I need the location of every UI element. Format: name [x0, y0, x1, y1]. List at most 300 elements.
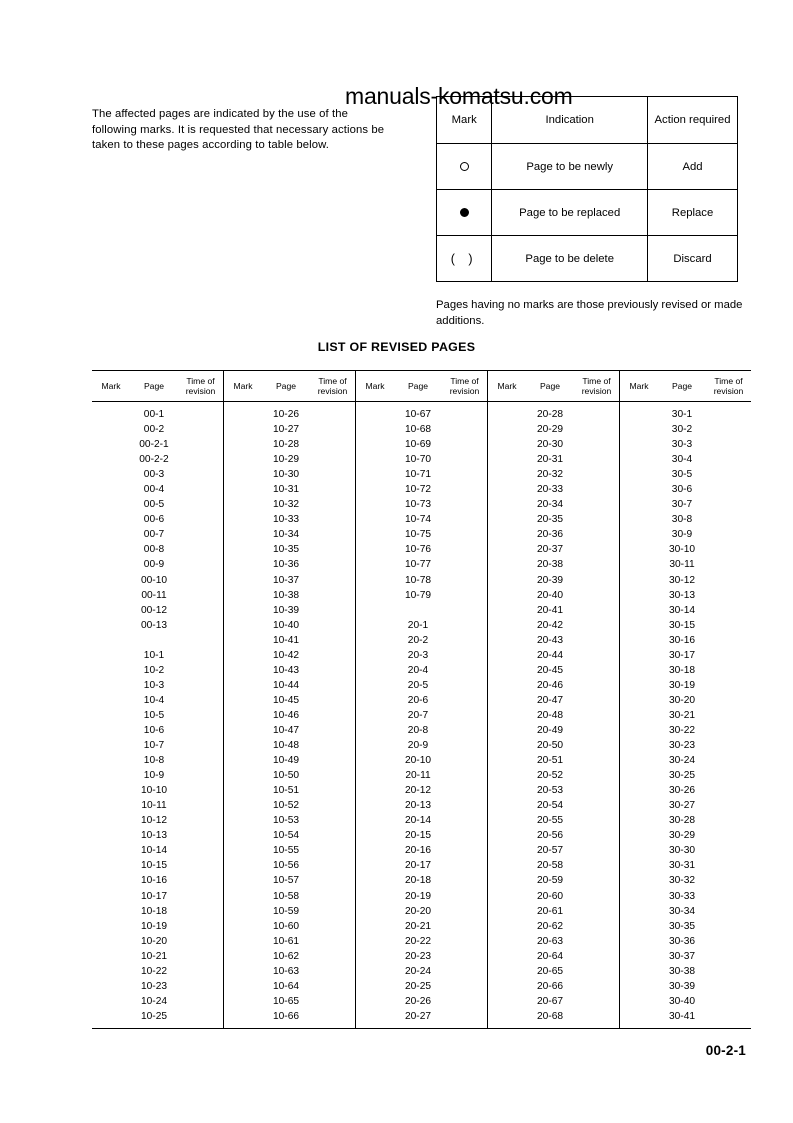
- revised-cell-mark: [356, 708, 395, 723]
- revised-cell-mark: [224, 964, 263, 979]
- revised-cell-time-of-revision: [442, 482, 488, 497]
- filled-circle-icon: [460, 208, 469, 217]
- revised-cell-time-of-revision: [574, 858, 620, 873]
- revised-cell-time-of-revision: [310, 512, 356, 527]
- revised-cell-mark: [620, 633, 659, 648]
- revised-cell-time-of-revision: [574, 949, 620, 964]
- revised-cell-mark: [92, 648, 130, 663]
- revised-cell-page: 10-61: [272, 935, 300, 947]
- revised-cell-mark: [224, 889, 263, 904]
- revised-cell-time-of-revision: [442, 437, 488, 452]
- revised-cell-time-of-revision: [442, 633, 488, 648]
- revised-cell-time-of-revision: [574, 557, 620, 572]
- revised-cell-page: 30-11: [669, 559, 695, 571]
- revised-cell-page: 00-11: [141, 589, 167, 601]
- revised-cell-page: 20-15: [404, 830, 432, 842]
- revised-cell-time-of-revision: [706, 422, 751, 437]
- revised-cell-time-of-revision: [442, 858, 488, 873]
- legend-row-replace: [437, 190, 738, 236]
- revised-cell-time-of-revision: [706, 828, 751, 843]
- revised-cell-mark: [488, 678, 527, 693]
- revised-cell-page: 30-35: [668, 920, 696, 932]
- footer-page-number: 00-2-1: [705, 1043, 746, 1058]
- revised-cell-page: 10-48: [272, 740, 300, 752]
- revised-cell-page: 20-21: [404, 920, 432, 932]
- revised-cell-page: 20-64: [536, 950, 564, 962]
- revised-pages-table-wrap: [92, 370, 747, 1029]
- revised-cell-mark: [92, 663, 130, 678]
- revised-cell-page: 10-47: [272, 724, 300, 736]
- revised-cell-time-of-revision: [706, 783, 751, 798]
- revised-cell-time-of-revision: [178, 648, 224, 663]
- revised-cell-page: 30-14: [668, 604, 696, 616]
- revised-cell-time-of-revision: [574, 738, 620, 753]
- revised-cell-page: 10-51: [272, 785, 300, 797]
- revised-cell-page: 00-2-2: [139, 454, 169, 466]
- revised-cell-mark: [620, 648, 659, 663]
- revised-cell-mark: [488, 723, 527, 738]
- revised-cell-page: 20-18: [404, 875, 432, 887]
- revised-cell-mark: [356, 1009, 395, 1029]
- revised-cell-time-of-revision: [442, 603, 488, 618]
- revised-cell-time-of-revision: [442, 557, 488, 572]
- revised-cell-time-of-revision: [574, 994, 620, 1009]
- revised-cell-mark: [92, 588, 130, 603]
- revised-cell-mark: [92, 949, 130, 964]
- revised-cell-page: 10-10: [140, 785, 168, 797]
- table-row: [92, 858, 751, 873]
- revised-cell-time-of-revision: [178, 618, 224, 633]
- revised-cell-mark: [92, 422, 130, 437]
- revised-cell-time-of-revision: [442, 648, 488, 663]
- revised-cell-mark: [224, 452, 263, 467]
- revised-cell-time-of-revision: [706, 663, 751, 678]
- revised-cell-page: 20-68: [526, 1009, 574, 1029]
- revised-cell-time-of-revision: [442, 873, 488, 888]
- revised-cell-mark: [488, 858, 527, 873]
- table-row: [92, 557, 751, 572]
- revised-cell-page: 10-26: [272, 409, 300, 420]
- revised-cell-time-of-revision: [310, 904, 356, 919]
- revised-cell-mark: [620, 402, 659, 423]
- revised-cell-mark: [620, 949, 659, 964]
- revised-cell-time-of-revision: [574, 573, 620, 588]
- revised-cell-mark: [224, 527, 263, 542]
- revised-cell-time-of-revision: [574, 437, 620, 452]
- revised-cell-time-of-revision: [706, 904, 751, 919]
- revised-cell-time-of-revision: [574, 402, 620, 423]
- revised-cell-time-of-revision: [574, 693, 620, 708]
- revised-cell-mark: [620, 422, 659, 437]
- revised-cell-time-of-revision: [574, 603, 620, 618]
- revised-cell-time-of-revision: [178, 723, 224, 738]
- revised-cell-page: 30-17: [668, 649, 696, 661]
- revised-cell-mark: [488, 994, 527, 1009]
- revised-cell-time-of-revision: [178, 1009, 224, 1029]
- revised-cell-mark: [356, 663, 395, 678]
- revised-cell-time-of-revision: [442, 949, 488, 964]
- revised-header-page-g1: Page: [130, 371, 178, 402]
- revised-cell-time-of-revision: [310, 693, 356, 708]
- revised-cell-time-of-revision: [574, 527, 620, 542]
- revised-cell-page: 20-59: [536, 875, 564, 887]
- revised-cell-page: 10-75: [404, 529, 432, 541]
- revised-cell-mark: [224, 557, 263, 572]
- revised-cell-page: 10-39: [272, 604, 300, 616]
- revised-cell-time-of-revision: [442, 768, 488, 783]
- revised-cell-time-of-revision: [706, 723, 751, 738]
- revised-cell-mark: [92, 467, 130, 482]
- revised-cell-page: 10-5: [143, 709, 165, 721]
- revised-cell-mark: [356, 964, 395, 979]
- revised-cell-time-of-revision: [310, 783, 356, 798]
- revised-cell-page: 20-58: [536, 860, 564, 872]
- revised-cell-time-of-revision: [706, 678, 751, 693]
- legend-mark-add: [437, 144, 492, 190]
- revised-cell-page: 20-56: [536, 830, 564, 842]
- revised-cell-page: 00-4: [143, 484, 165, 496]
- revised-cell-mark: [92, 858, 130, 873]
- revised-cell-mark: [488, 588, 527, 603]
- revised-cell-page: 10-27: [272, 424, 300, 436]
- revised-cell-mark: [92, 497, 130, 512]
- revised-cell-time-of-revision: [706, 813, 751, 828]
- revised-cell-time-of-revision: [310, 828, 356, 843]
- revised-cell-mark: [224, 467, 263, 482]
- revised-cell-mark: [620, 693, 659, 708]
- revised-cell-mark: [356, 979, 395, 994]
- revised-cell-mark: [92, 994, 130, 1009]
- revised-cell-mark: [620, 708, 659, 723]
- revised-cell-time-of-revision: [574, 783, 620, 798]
- revised-cell-page: 20-19: [404, 890, 432, 902]
- revised-cell-time-of-revision: [178, 633, 224, 648]
- revised-cell-page: 10-79: [404, 589, 432, 601]
- revised-cell-time-of-revision: [310, 994, 356, 1009]
- revised-cell-page: 30-27: [668, 800, 696, 812]
- revised-cell-time-of-revision: [310, 873, 356, 888]
- revised-cell-time-of-revision: [574, 828, 620, 843]
- revised-cell-page: 20-39: [536, 574, 564, 586]
- revised-cell-page: 10-54: [272, 830, 300, 842]
- revised-cell-time-of-revision: [574, 813, 620, 828]
- revised-cell-time-of-revision: [706, 798, 751, 813]
- revised-cell-mark: [620, 828, 659, 843]
- revised-cell-page: 10-17: [140, 890, 168, 902]
- revised-cell-page: 20-27: [394, 1009, 442, 1029]
- revised-cell-page: 30-33: [668, 890, 696, 902]
- revised-cell-time-of-revision: [442, 843, 488, 858]
- revised-cell-page: 20-11: [405, 770, 431, 782]
- table-row: [92, 678, 751, 693]
- revised-cell-page: 20-6: [407, 694, 429, 706]
- revised-cell-page: 10-74: [404, 514, 432, 526]
- revised-cell-mark: [92, 527, 130, 542]
- revised-cell-time-of-revision: [178, 994, 224, 1009]
- revised-cell-time-of-revision: [442, 919, 488, 934]
- revised-cell-mark: [356, 633, 395, 648]
- revised-cell-page: 20-51: [536, 755, 564, 767]
- revised-cell-page: 30-40: [668, 995, 696, 1007]
- revised-cell-mark: [92, 542, 130, 557]
- table-row: [92, 738, 751, 753]
- revised-cell-page: 00-1: [143, 409, 165, 420]
- revised-cell-time-of-revision: [574, 452, 620, 467]
- revised-cell-time-of-revision: [178, 738, 224, 753]
- table-row: [92, 964, 751, 979]
- legend-table: [436, 96, 738, 282]
- revised-cell-page: 20-25: [404, 980, 432, 992]
- revised-cell-mark: [620, 603, 659, 618]
- revised-cell-page: 20-13: [404, 800, 432, 812]
- revised-cell-time-of-revision: [442, 979, 488, 994]
- revised-cell-mark: [356, 813, 395, 828]
- revised-cell-mark: [356, 452, 395, 467]
- table-row: [92, 542, 751, 557]
- revised-cell-page: 10-78: [404, 574, 432, 586]
- revised-cell-page: 30-5: [671, 469, 693, 481]
- revised-cell-mark: [356, 497, 395, 512]
- table-row: [92, 467, 751, 482]
- revised-cell-page: 20-14: [404, 815, 432, 827]
- revised-cell-page: 20-41: [536, 604, 564, 616]
- revised-cell-page: 20-26: [404, 995, 432, 1007]
- revised-cell-page: 30-18: [668, 664, 696, 676]
- revised-cell-mark: [224, 693, 263, 708]
- revised-cell-time-of-revision: [178, 949, 224, 964]
- revised-cell-time-of-revision: [706, 873, 751, 888]
- revised-cell-page: 00-3: [143, 469, 165, 481]
- revised-cell-mark: [92, 633, 130, 648]
- revised-cell-time-of-revision: [310, 618, 356, 633]
- revised-cell-time-of-revision: [178, 603, 224, 618]
- revised-cell-time-of-revision: [706, 949, 751, 964]
- revised-cell-time-of-revision: [442, 452, 488, 467]
- revised-cell-mark: [356, 723, 395, 738]
- revised-cell-page: 30-31: [668, 860, 696, 872]
- revised-cell-time-of-revision: [442, 542, 488, 557]
- revised-cell-page: 10-65: [272, 995, 300, 1007]
- revised-cell-mark: [488, 843, 527, 858]
- revised-cell-page: 10-7: [143, 740, 165, 752]
- legend-action-add: Add: [648, 144, 738, 190]
- revised-cell-mark: [620, 452, 659, 467]
- revised-cell-time-of-revision: [178, 467, 224, 482]
- legend-mark-replace: [437, 190, 492, 236]
- revised-cell-page: 00-2-1: [139, 439, 169, 451]
- revised-cell-page: 30-36: [668, 935, 696, 947]
- revised-cell-page: 30-28: [668, 815, 696, 827]
- revised-cell-mark: [620, 723, 659, 738]
- revised-cell-page: 30-21: [668, 709, 696, 721]
- revised-header-page-g3: Page: [394, 371, 442, 402]
- revised-cell-mark: [224, 723, 263, 738]
- revised-cell-time-of-revision: [574, 753, 620, 768]
- revised-cell-page: 20-34: [536, 499, 564, 511]
- list-of-revised-pages-title: LIST OF REVISED PAGES: [317, 340, 476, 354]
- revised-cell-time-of-revision: [574, 542, 620, 557]
- table-row: [92, 768, 751, 783]
- revised-cell-mark: [224, 979, 263, 994]
- revised-cell-mark: [620, 678, 659, 693]
- revised-cell-time-of-revision: [706, 603, 751, 618]
- revised-cell-page: 10-67: [404, 409, 432, 420]
- revised-cell-mark: [620, 919, 659, 934]
- revised-cell-time-of-revision: [442, 828, 488, 843]
- revised-cell-mark: [488, 813, 527, 828]
- revised-cell-page: 20-24: [404, 965, 432, 977]
- revised-cell-time-of-revision: [310, 1009, 356, 1029]
- revised-cell-time-of-revision: [442, 723, 488, 738]
- revised-cell-page: 10-45: [272, 694, 300, 706]
- revised-cell-page: 30-24: [668, 755, 696, 767]
- revised-cell-time-of-revision: [706, 497, 751, 512]
- revised-header-page-g5: Page: [658, 371, 706, 402]
- revised-cell-time-of-revision: [442, 402, 488, 423]
- revised-cell-time-of-revision: [310, 949, 356, 964]
- revised-cell-time-of-revision: [706, 964, 751, 979]
- table-row: [92, 1009, 751, 1029]
- revised-cell-page: 10-64: [272, 980, 300, 992]
- revised-cell-page: 20-67: [536, 995, 564, 1007]
- open-circle-icon: [460, 162, 469, 171]
- revised-cell-mark: [224, 512, 263, 527]
- revised-cell-page: 20-3: [407, 649, 429, 661]
- revised-cell-mark: [356, 768, 395, 783]
- revised-cell-time-of-revision: [442, 573, 488, 588]
- revised-cell-time-of-revision: [442, 512, 488, 527]
- revised-cell-page: 10-11: [141, 800, 167, 812]
- revised-cell-mark: [224, 783, 263, 798]
- revised-cell-page: 30-15: [668, 619, 696, 631]
- revised-cell-page: 10-14: [140, 845, 168, 857]
- revised-cell-time-of-revision: [574, 919, 620, 934]
- revised-cell-page: 20-4: [407, 664, 429, 676]
- revised-cell-mark: [224, 573, 263, 588]
- revised-cell-mark: [224, 542, 263, 557]
- revised-cell-page: 10-15: [140, 860, 168, 872]
- revised-cell-page: 20-38: [536, 559, 564, 571]
- revised-cell-time-of-revision: [706, 452, 751, 467]
- revised-cell-mark: [488, 919, 527, 934]
- revised-cell-mark: [224, 678, 263, 693]
- revised-cell-time-of-revision: [442, 422, 488, 437]
- revised-cell-time-of-revision: [178, 783, 224, 798]
- revised-cell-mark: [620, 663, 659, 678]
- revised-cell-time-of-revision: [706, 588, 751, 603]
- revised-cell-mark: [92, 557, 130, 572]
- revised-cell-time-of-revision: [706, 843, 751, 858]
- revised-header-page-g2: Page: [262, 371, 310, 402]
- revised-cell-page: 10-1: [143, 649, 165, 661]
- revised-cell-time-of-revision: [574, 648, 620, 663]
- revised-cell-time-of-revision: [310, 497, 356, 512]
- revised-cell-page: 10-28: [272, 439, 300, 451]
- revised-cell-mark: [488, 904, 527, 919]
- revised-cell-time-of-revision: [706, 919, 751, 934]
- revised-cell-mark: [356, 618, 395, 633]
- revised-cell-mark: [488, 557, 527, 572]
- revised-cell-page: 20-44: [536, 649, 564, 661]
- revised-cell-mark: [620, 1009, 659, 1029]
- revised-cell-mark: [92, 889, 130, 904]
- revised-cell-mark: [92, 678, 130, 693]
- revised-cell-time-of-revision: [442, 708, 488, 723]
- table-row: [92, 813, 751, 828]
- revised-header-time-of-revision-g1: Time of revision: [178, 371, 224, 402]
- revised-cell-page: 10-55: [272, 845, 300, 857]
- revised-cell-page: 10-34: [272, 529, 300, 541]
- revised-cell-time-of-revision: [310, 542, 356, 557]
- legend-header-indication: Indication: [492, 97, 648, 144]
- revised-cell-time-of-revision: [310, 753, 356, 768]
- revised-cell-time-of-revision: [574, 512, 620, 527]
- revised-cell-mark: [224, 994, 263, 1009]
- table-row: [92, 843, 751, 858]
- revised-cell-mark: [224, 738, 263, 753]
- revised-pages-table-body: [92, 402, 751, 1029]
- table-row: [92, 904, 751, 919]
- revised-cell-time-of-revision: [310, 557, 356, 572]
- legend-header-mark: Mark: [437, 97, 492, 144]
- revised-cell-page: 20-47: [536, 694, 564, 706]
- revised-cell-mark: [356, 949, 395, 964]
- revised-header-mark-g1: Mark: [92, 371, 130, 402]
- revised-cell-page: 10-18: [140, 905, 168, 917]
- revised-cell-page: 10-32: [272, 499, 300, 511]
- revised-cell-time-of-revision: [178, 542, 224, 557]
- table-row: [92, 527, 751, 542]
- revised-cell-page: 00-8: [143, 544, 165, 556]
- legend-note: Pages having no marks are those previously revised or made additions.: [436, 299, 743, 327]
- revised-cell-page: 10-6: [143, 724, 165, 736]
- revised-cell-time-of-revision: [706, 512, 751, 527]
- table-row: [92, 723, 751, 738]
- revised-cell-time-of-revision: [706, 437, 751, 452]
- revised-cell-mark: [224, 753, 263, 768]
- revised-cell-mark: [620, 467, 659, 482]
- revised-cell-page: 20-36: [536, 529, 564, 541]
- revised-cell-page: 10-22: [140, 965, 168, 977]
- revised-cell-page: 20-48: [536, 709, 564, 721]
- revised-cell-mark: [224, 828, 263, 843]
- table-row: [92, 497, 751, 512]
- revised-cell-time-of-revision: [178, 843, 224, 858]
- revised-cell-page: 10-46: [272, 709, 300, 721]
- revised-cell-mark: [356, 648, 395, 663]
- revised-cell-mark: [224, 798, 263, 813]
- revised-cell-mark: [488, 768, 527, 783]
- revised-cell-mark: [224, 633, 263, 648]
- revised-cell-time-of-revision: [574, 588, 620, 603]
- revised-pages-header-row: [92, 371, 751, 402]
- revised-cell-mark: [620, 738, 659, 753]
- revised-cell-time-of-revision: [442, 527, 488, 542]
- table-row: [92, 648, 751, 663]
- revised-cell-time-of-revision: [178, 452, 224, 467]
- revised-cell-time-of-revision: [442, 783, 488, 798]
- revised-cell-time-of-revision: [178, 858, 224, 873]
- revised-cell-page: 10-2: [143, 664, 165, 676]
- revised-cell-time-of-revision: [310, 843, 356, 858]
- revised-cell-time-of-revision: [574, 904, 620, 919]
- revised-cell-time-of-revision: [310, 813, 356, 828]
- table-row: [92, 934, 751, 949]
- revised-cell-mark: [92, 904, 130, 919]
- revised-cell-page: 20-35: [536, 514, 564, 526]
- revised-cell-mark: [620, 527, 659, 542]
- revised-cell-page: 10-69: [404, 439, 432, 451]
